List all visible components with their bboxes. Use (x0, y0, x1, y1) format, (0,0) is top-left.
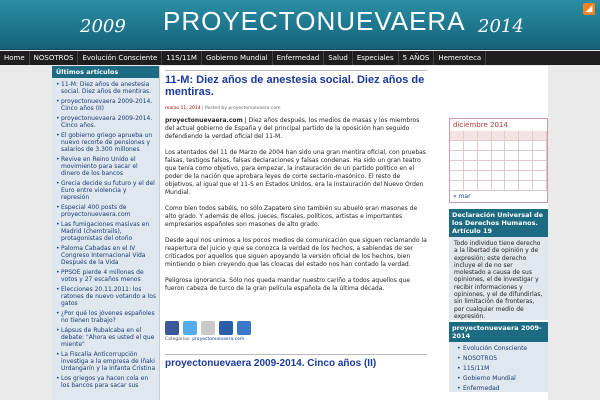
post-paragraph: Los atentados del 11 de Marzo de 2004 han sido una gran mentira oficial, con pruebas falsas, testigos falsos, falsas declaraciones y falsas condenas. Ha sido un gran teatro que tenía como objetivo, para empezar, la instauración de un partido político en el poder de la nación que aprobara leyes de corte sectario-masónico. El resto de objetivos, al igual que el 11-S en Estados Unidos, era la instauración del Nuevo Orden Mundial. (165, 149, 426, 196)
calendar-cell (519, 161, 533, 171)
list-item[interactable]: • 11-M: Diez años de anestesia social. Diez años de mentiras. (56, 81, 156, 95)
nav-gobierno[interactable]: Gobierno Mundial (202, 51, 273, 65)
post-site-name: proyectonuevaera.com (165, 117, 243, 124)
post-categories (165, 337, 427, 342)
calendar-cell (464, 181, 478, 191)
calendar-widget (449, 118, 548, 203)
calendar-cell (464, 141, 478, 151)
nav-11s11m[interactable]: 11S/11M (162, 51, 202, 65)
site-widget-title: proyectonuevaera 2009-2014 (449, 322, 548, 342)
recent-articles-title: Últimos artículos (52, 66, 159, 78)
delicious-icon[interactable] (237, 321, 251, 335)
rss-icon[interactable]: ◢ (583, 3, 595, 15)
list-item[interactable]: • NOSOTROS (457, 355, 545, 362)
nav-enfermedad[interactable]: Enfermedad (273, 51, 325, 65)
list-item[interactable]: • Lápsus de Rubalcaba en el debate: "Ahora es usted el que miente" (56, 327, 156, 348)
calendar-prev-link[interactable]: « mar (453, 193, 471, 200)
post-author[interactable]: proyectonuevaera.com (228, 106, 281, 111)
post-paragraph: Desde aquí nos unimos a los pocos medios de comunicación que siguen reclamando la reapertura del juicio y que se conozca la verdad de los hechos, a sabiendas de ser criticados por aquellos que siguen apoyando la versión oficial de los hechos, bien mintiendo o bien creyendo que las cloacas del estado nos han contado la verdad. (165, 237, 427, 268)
calendar-cell (492, 131, 506, 141)
calendar-cell (492, 171, 506, 181)
calendar-cell (478, 131, 492, 141)
next-post-title[interactable]: proyectonuevaera 2009-2014. Cinco años (II) (165, 354, 427, 369)
recent-articles-list (52, 78, 159, 389)
calendar-cell (450, 141, 464, 151)
post-paragraph (165, 117, 427, 141)
post-paragraph: Peligrosa ignorancia. Sólo nos queda mandar nuestro cariño a todos aquellos que fueron cabeza de turco de la gran película española de la última década. (165, 277, 411, 292)
calendar-cell (519, 141, 533, 151)
facebook-icon[interactable] (165, 321, 179, 335)
calendar-cell (533, 151, 547, 161)
list-item[interactable]: • proyectonuevaera 2009-2014. Cinco años. (56, 115, 156, 129)
sidebar-left (52, 66, 160, 400)
calendar-cell (519, 131, 533, 141)
header-year-left: 2009 (80, 16, 126, 37)
email-icon[interactable] (201, 321, 215, 335)
list-item[interactable]: • Especial 400 posts de proyectonuevaera.com (56, 204, 156, 218)
calendar-cell (519, 171, 533, 181)
site-widget-list (449, 342, 548, 392)
list-item[interactable]: • Las fumigaciones masivas en Madrid (chemtrails), protagonistas del otoño (56, 221, 156, 242)
list-item[interactable]: • PPSOE pierde 4 millones de votos y 27 escaños menos (56, 269, 156, 283)
calendar-cell (519, 181, 533, 191)
calendar-cell (450, 131, 464, 141)
calendar-cell (505, 181, 519, 191)
calendar-cell (492, 141, 506, 151)
calendar-title: diciembre 2014 (453, 121, 508, 129)
list-item[interactable]: • proyectonuevaera 2009-2014. Cinco años (II) (56, 98, 156, 112)
main-nav (0, 51, 600, 65)
list-item[interactable]: • 11S/11M (457, 365, 545, 372)
calendar-cell (505, 141, 519, 151)
site-header (0, 0, 600, 50)
calendar-cell (464, 131, 478, 141)
calendar-cell (464, 161, 478, 171)
main-content (165, 70, 427, 369)
declaration-text: Todo individuo tiene derecho a la libertad de opinión y de expresión; este derecho incluye el de no ser molestado a causa de sus opiniones, el de investigar y recibir informaciones y opiniones, y el de difundirlas, sin limitación de fronteras, por cualquier medio de expresión. (449, 237, 548, 320)
twitter-icon[interactable] (183, 321, 197, 335)
post-title[interactable]: 11-M: Diez años de anestesia social. Diez años de mentiras. (165, 70, 427, 98)
header-year-right: 2014 (478, 16, 524, 37)
calendar-cell (478, 171, 492, 181)
site-title[interactable]: PROYECTONUEVAERA (163, 6, 466, 36)
list-item[interactable]: • ¿Por qué los jóvenes españoles no tienen trabajo? (56, 310, 156, 324)
calendar-cell (533, 141, 547, 151)
sidebar-right (449, 118, 548, 395)
calendar-cell (450, 171, 464, 181)
list-item[interactable]: • El gobierno griego aprueba un nuevo recorte de pensiones y salarios de 3.300 millones (56, 132, 156, 153)
list-item[interactable]: • La Fiscalía Anticorrupción investiga a la empresa de Iñaki Urdangarín y la Infanta Cristina (56, 351, 156, 372)
calendar-cell (505, 131, 519, 141)
list-item[interactable]: • Los griegos ya hacen cola en los bancos para sacar sus (56, 375, 156, 389)
calendar-cell (492, 181, 506, 191)
nav-home[interactable]: Home (0, 51, 30, 65)
calendar-cell (450, 151, 464, 161)
share-bar (165, 321, 427, 335)
meta-separator: | Posted by (200, 106, 229, 111)
category-link[interactable]: proyectonuevaera.com (192, 337, 245, 342)
calendar-cell (505, 151, 519, 161)
calendar-cell (492, 151, 506, 161)
calendar-cell (464, 151, 478, 161)
declaration-title: Declaración Universal de los Derechos Humanos. Artículo 19 (449, 209, 548, 237)
list-item[interactable]: • Elecciones 20.11.2011: los ratones de nuevo votando a los gatos (56, 286, 156, 307)
nav-salud[interactable]: Salud (324, 51, 353, 65)
calendar-cell (478, 151, 492, 161)
calendar-cell (450, 161, 464, 171)
nav-hemeroteca[interactable]: Hemeroteca (434, 51, 486, 65)
post-paragraph-text: | Diez años después, los medios de masas y los miembros del actual gobierno de España y del principal partido de la oposición han seguido defendiendo la verdad oficial del 11-M. (165, 117, 420, 140)
calendar-cell (533, 181, 547, 191)
calendar-cell (478, 181, 492, 191)
calendar-cell (450, 181, 464, 191)
list-item[interactable]: • Paloma Cabadas en el IV Congreso Internacional Vida Después de la Vida (56, 245, 156, 266)
nav-5anos[interactable]: 5 AÑOS (399, 51, 435, 65)
post-date: marzo 11, 2014 (165, 106, 201, 111)
calendar-cell (478, 161, 492, 171)
list-item[interactable]: • Evolución Consciente (457, 345, 545, 352)
calendar-cell (533, 171, 547, 181)
calendar-cell (505, 161, 519, 171)
calendar-cell (519, 151, 533, 161)
post-meta (165, 106, 427, 111)
nav-nosotros[interactable]: NOSOTROS (30, 51, 79, 65)
calendar-cell (464, 171, 478, 181)
calendar-cell (478, 141, 492, 151)
list-item[interactable]: • Revive en Reino Unido el movimiento para sacar el dinero de los bancos (56, 156, 156, 177)
calendar-grid (450, 131, 547, 191)
calendar-cell (505, 171, 519, 181)
calendar-cell (492, 161, 506, 171)
list-item[interactable]: • Gobierno Mundial (457, 375, 545, 382)
list-item[interactable]: • Grecia decide su futuro y el del Euro entre violencia y represión (56, 180, 156, 201)
myspace-icon[interactable] (219, 321, 233, 335)
nav-especiales[interactable]: Especiales (353, 51, 399, 65)
post-paragraph: Como bien todos sabéis, no sólo Zapatero sino también su abuelo eran masones de alto grado. Y además de ellos, jueces, fiscales, políticos, artistas e importantes empresarios españoles son masones de alto grado. (165, 205, 418, 228)
nav-evolucion[interactable]: Evolución Consciente (78, 51, 162, 65)
list-item[interactable]: • Enfermedad (457, 385, 545, 392)
categories-label: Categorías: (165, 337, 193, 342)
calendar-cell (533, 131, 547, 141)
calendar-cell (533, 161, 547, 171)
